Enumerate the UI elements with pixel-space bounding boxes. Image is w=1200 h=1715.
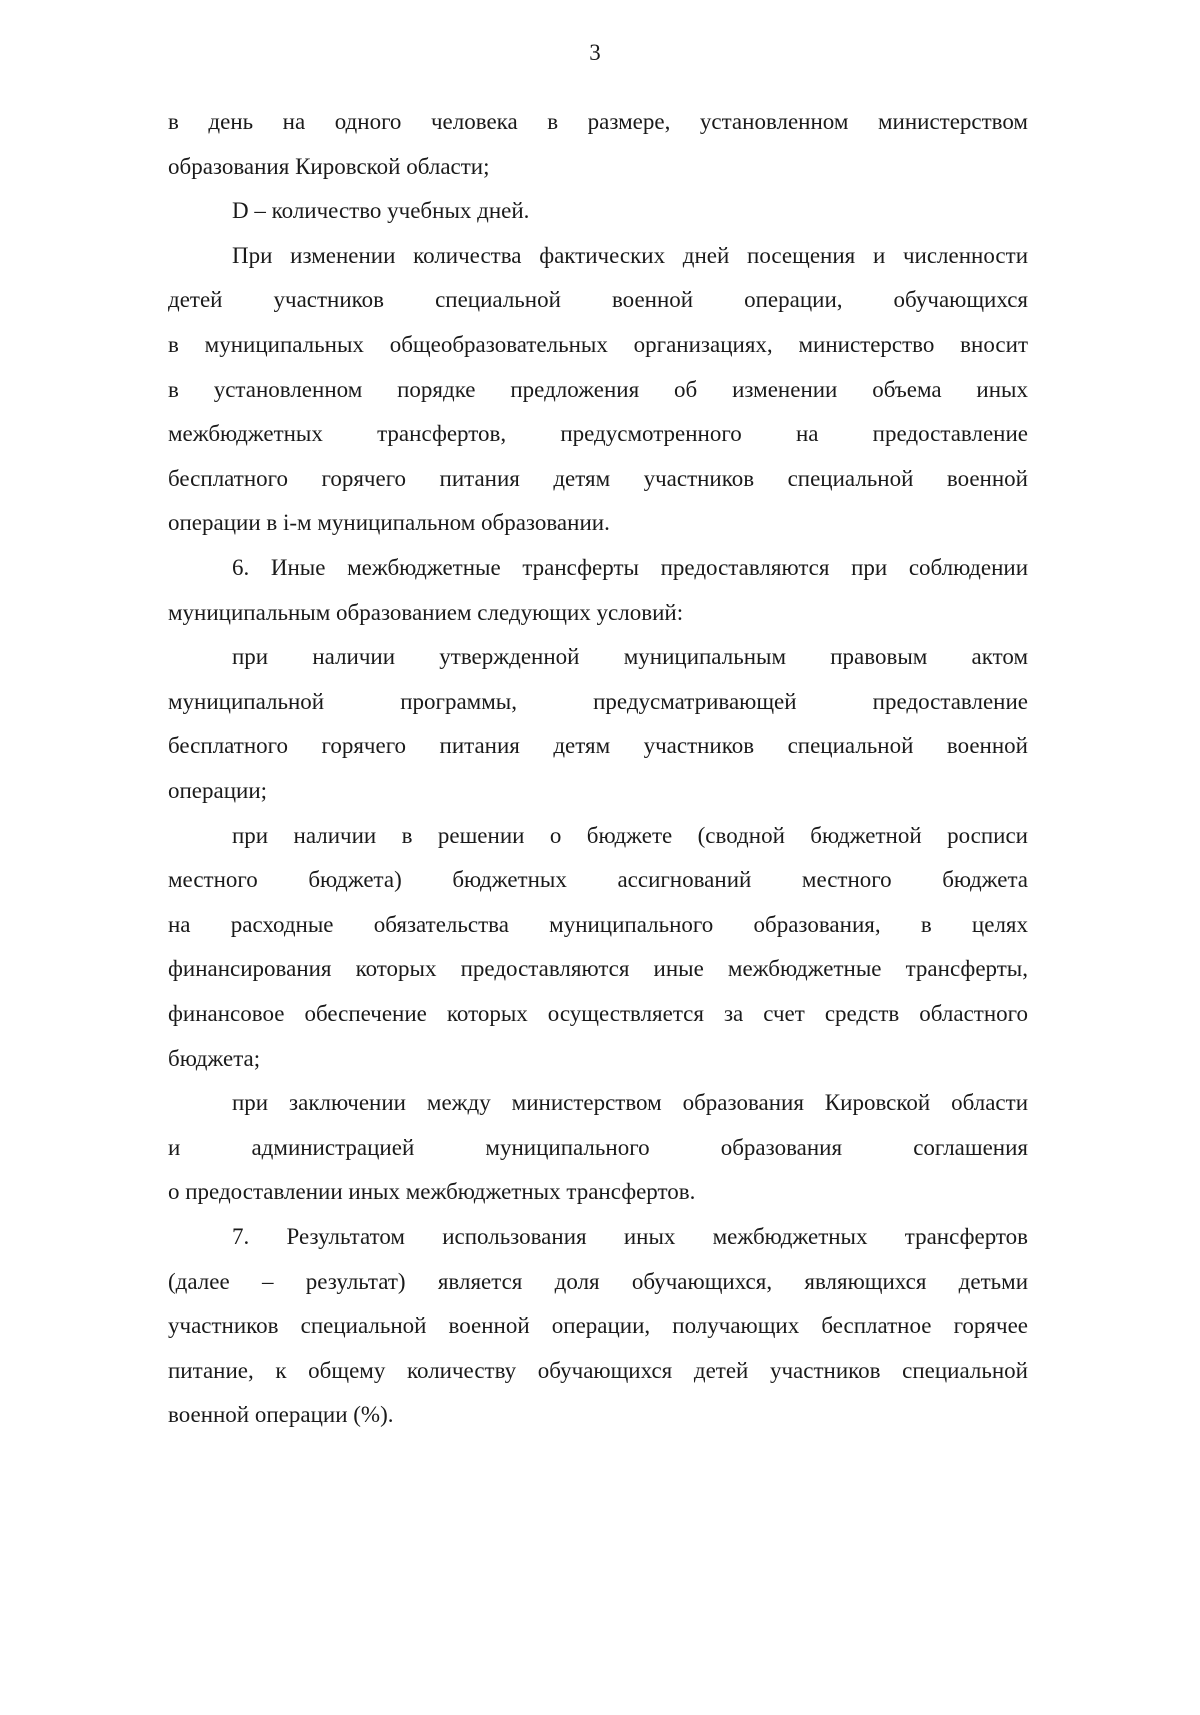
paragraph-2-line: в муниципальных общеобразовательных организациях, министерство вносит: [168, 332, 1028, 357]
paragraph-4-line: операции;: [168, 778, 268, 803]
paragraph-7-line: (далее – результат) является доля обучающихся, являющихся детьми: [168, 1268, 1028, 1294]
paragraph-0-line: образования Кировской области;: [168, 153, 490, 179]
paragraph-7-line: 7. Результатом использования иных межбюджетных трансфертов: [232, 1224, 1028, 1249]
paragraph-0-line: в день на одного человека в размере, установленном министерством: [168, 109, 1028, 134]
paragraph-7-line: участников специальной военной операции, получающих бесплатное горячее: [168, 1313, 1028, 1339]
paragraph-2-line: При изменении количества фактических дней посещения и численности: [232, 242, 1028, 268]
paragraph-2-line: межбюджетных трансфертов, предусмотренного на предоставление: [168, 421, 1028, 447]
paragraph-5-line: на расходные обязательства муниципального образования, в целях: [168, 911, 1028, 937]
paragraph-4-line: при наличии утвержденной муниципальным правовым актом: [232, 644, 1028, 670]
paragraph-7-line: военной операции (%).: [168, 1402, 394, 1428]
paragraph-5-line: при наличии в решении о бюджете (сводной бюджетной росписи: [232, 822, 1028, 848]
paragraph-2-line: детей участников специальной военной операции, обучающихся: [168, 287, 1028, 313]
paragraph-5-line: бюджета;: [168, 1045, 261, 1071]
paragraph-6-line: и администрацией муниципального образования соглашения: [168, 1134, 1028, 1160]
paragraph-5-line: финансовое обеспечение которых осуществляется за счет средств областного: [168, 1001, 1028, 1026]
paragraph-4-line: муниципальной программы, предусматривающей предоставление: [168, 688, 1028, 714]
paragraph-2-line: бесплатного горячего питания детям участников специальной военной: [168, 465, 1028, 491]
paragraph-5-line: местного бюджета) бюджетных ассигнований местного бюджета: [168, 867, 1028, 893]
paragraph-3-line: 6. Иные межбюджетные трансферты предоставляются при соблюдении: [232, 555, 1028, 580]
paragraph-6-line: о предоставлении иных межбюджетных трансфертов.: [168, 1179, 696, 1205]
paragraph-2-line: операции в i-м муниципальном образовании.: [168, 510, 610, 536]
paragraph-7-line: питание, к общему количеству обучающихся детей участников специальной: [168, 1357, 1028, 1383]
paragraph-3-line: муниципальным образованием следующих условий:: [168, 599, 684, 625]
paragraph-4-line: бесплатного горячего питания детям участников специальной военной: [168, 733, 1028, 759]
page-number: 3: [589, 40, 601, 65]
paragraph-2-line: в установленном порядке предложения об изменении объема иных: [168, 376, 1028, 402]
paragraph-5-line: финансирования которых предоставляются иные межбюджетные трансферты,: [168, 956, 1028, 982]
paragraph-6-line: при заключении между министерством образования Кировской области: [232, 1090, 1028, 1116]
paragraph-1-line: D – количество учебных дней.: [232, 198, 530, 224]
